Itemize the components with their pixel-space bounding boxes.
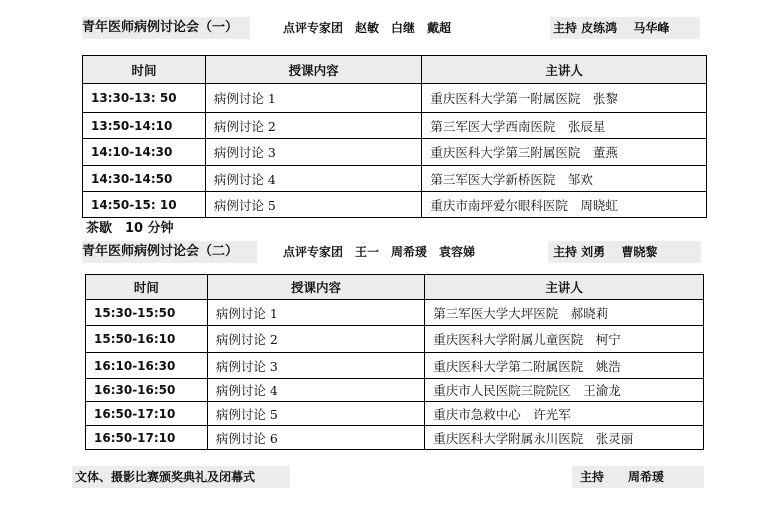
- speaker-cell: 重庆市人民医院三院院区 王渝龙: [425, 379, 704, 402]
- time-cell: 16:50-17:10: [86, 426, 208, 450]
- table-row: [86, 353, 704, 379]
- table-row: [83, 192, 707, 218]
- table-row: [86, 426, 704, 450]
- speaker-cell: 重庆医科大学附属永川医院 张灵丽: [425, 426, 704, 450]
- time-cell: 13:50-14:10: [83, 113, 206, 139]
- closing-title: 文体、摄影比赛颁奖典礼及闭幕式: [75, 470, 256, 484]
- speaker-cell: 重庆医科大学第二附属医院 姚浩: [425, 353, 704, 379]
- time-cell: 14:50-15: 10: [83, 192, 206, 218]
- header-content: 授课内容: [205, 56, 421, 84]
- time-cell: 16:50-17:10: [86, 402, 208, 426]
- speaker-cell: 重庆市南坪爱尔眼科医院 周晓虹: [422, 192, 707, 218]
- content-cell: 病例讨论 4: [205, 166, 421, 192]
- session2-table: [85, 274, 704, 450]
- time-cell: 15:30-15:50: [86, 300, 208, 326]
- table-row: [83, 139, 707, 166]
- session2-title: 青年医师病例讨论会（二）: [82, 244, 239, 259]
- session1-host: 主持 皮练鸿 马华峰: [553, 21, 670, 35]
- closing-host: 主持 周希瑗: [580, 470, 665, 484]
- time-cell: 14:30-14:50: [83, 166, 206, 192]
- content-cell: 病例讨论 4: [207, 379, 424, 402]
- tea-break: 茶歇 10 分钟: [86, 221, 174, 236]
- table-row: [86, 300, 704, 326]
- table-header-row: [86, 275, 704, 300]
- speaker-cell: 第三军医大学大坪医院 郝晓莉: [425, 300, 704, 326]
- speaker-cell: 第三军医大学西南医院 张辰星: [422, 113, 707, 139]
- session1-table: [82, 55, 707, 218]
- table-row: [83, 113, 707, 139]
- table-row: [86, 402, 704, 426]
- table-row: [86, 379, 704, 402]
- time-cell: 14:10-14:30: [83, 139, 206, 166]
- content-cell: 病例讨论 2: [207, 326, 424, 353]
- speaker-cell: 重庆医科大学第一附属医院 张黎: [422, 84, 707, 113]
- header-speaker: 主讲人: [425, 275, 704, 300]
- content-cell: 病例讨论 2: [205, 113, 421, 139]
- header-content: 授课内容: [207, 275, 424, 300]
- header-time: 时间: [86, 275, 208, 300]
- content-cell: 病例讨论 5: [205, 192, 421, 218]
- speaker-cell: 第三军医大学新桥医院 邹欢: [422, 166, 707, 192]
- header-speaker: 主讲人: [422, 56, 707, 84]
- speaker-cell: 重庆医科大学附属儿童医院 柯宁: [425, 326, 704, 353]
- content-cell: 病例讨论 6: [207, 426, 424, 450]
- session1-title: 青年医师病例讨论会（一）: [82, 20, 239, 35]
- speaker-cell: 重庆市急救中心 许光军: [425, 402, 704, 426]
- table-row: [83, 84, 707, 113]
- table-row: [83, 166, 707, 192]
- session1-reviewers: 点评专家团 赵敏 白继 戴超: [283, 21, 452, 35]
- time-cell: 15:50-16:10: [86, 326, 208, 353]
- content-cell: 病例讨论 3: [207, 353, 424, 379]
- content-cell: 病例讨论 1: [207, 300, 424, 326]
- content-cell: 病例讨论 1: [205, 84, 421, 113]
- session2-host: 主持 刘勇 曹晓黎: [553, 245, 658, 259]
- content-cell: 病例讨论 5: [207, 402, 424, 426]
- content-cell: 病例讨论 3: [205, 139, 421, 166]
- time-cell: 16:10-16:30: [86, 353, 208, 379]
- time-cell: 16:30-16:50: [86, 379, 208, 402]
- session2-reviewers: 点评专家团 王一 周希瑗 袁容娣: [283, 245, 476, 259]
- table-row: [86, 326, 704, 353]
- header-time: 时间: [83, 56, 206, 84]
- speaker-cell: 重庆医科大学第三附属医院 董燕: [422, 139, 707, 166]
- table-header-row: [83, 56, 707, 84]
- time-cell: 13:30-13: 50: [83, 84, 206, 113]
